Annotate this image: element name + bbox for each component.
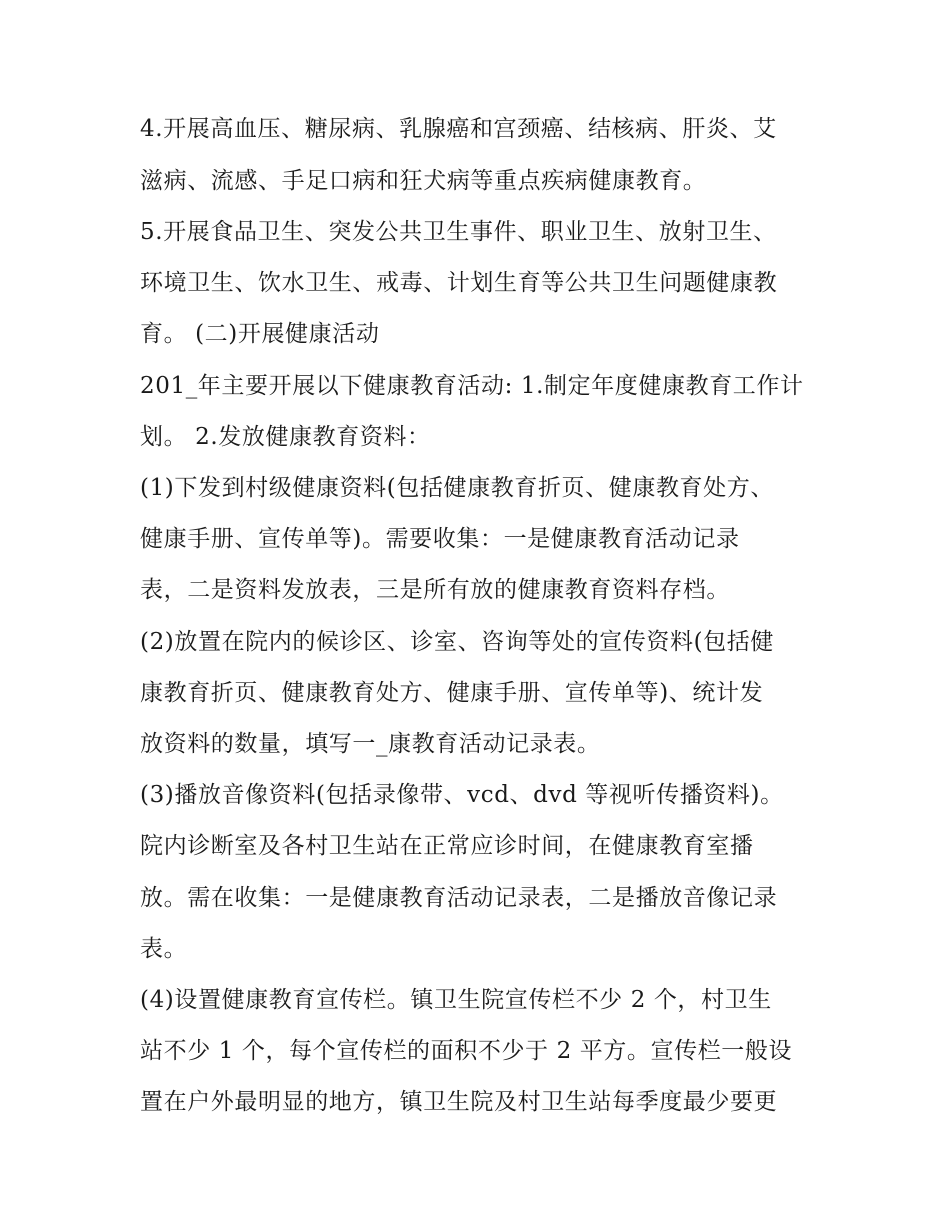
text-line: 健康手册、宣传单等)。需要收集：一是健康教育活动记录 [140, 526, 740, 552]
text-line: 置在户外最明显的地方，镇卫生院及村卫生站每季度最少要更 [140, 1089, 778, 1115]
text-line: 滋病、流感、手足口病和狂犬病等重点疾病健康教育。 [140, 168, 707, 194]
text-line: 站不少 1 个，每个宣传栏的面积不少于 2 平方。宣传栏一般设 [140, 1038, 793, 1064]
text-line: 表，二是资料发放表，三是所有放的健康教育资料存档。 [140, 577, 730, 603]
text-line: 院内诊断室及各村卫生站在正常应诊时间，在健康教育室播 [140, 833, 754, 859]
text-line: 放。需在收集：一是健康教育活动记录表，二是播放音像记录 [140, 885, 778, 911]
text-line: 康教育折页、健康教育处方、健康手册、宣传单等)、统计发 [140, 680, 764, 706]
text-line: (1)下发到村级健康资料(包括健康教育折页、健康教育处方、 [140, 475, 774, 501]
text-line: (3)播放音像资料(包括录像带、vcd、dvd 等视听传播资料)。 [140, 782, 784, 808]
text-line: (2)放置在院内的候诊区、诊室、咨询等处的宣传资料(包括健 [140, 629, 774, 655]
text-line: 5.开展食品卫生、突发公共卫生事件、职业卫生、放射卫生、 [140, 219, 777, 245]
text-line: 表。 [140, 936, 188, 962]
text-line: (4)设置健康教育宣传栏。镇卫生院宣传栏不少 2 个，村卫生 [140, 987, 772, 1013]
text-line: 育。 (二)开展健康活动 [140, 321, 380, 347]
text-line: 放资料的数量，填写一_康教育活动记录表。 [140, 731, 601, 757]
text-line: 4.开展高血压、糖尿病、乳腺癌和宫颈癌、结核病、肝炎、艾 [140, 116, 777, 142]
text-line: 环境卫生、饮水卫生、戒毒、计划生育等公共卫生问题健康教 [140, 270, 778, 296]
text-line: 划。 2.发放健康教育资料： [140, 424, 431, 450]
text-line: 201_年主要开展以下健康教育活动: 1.制定年度健康教育工作计 [140, 373, 804, 399]
